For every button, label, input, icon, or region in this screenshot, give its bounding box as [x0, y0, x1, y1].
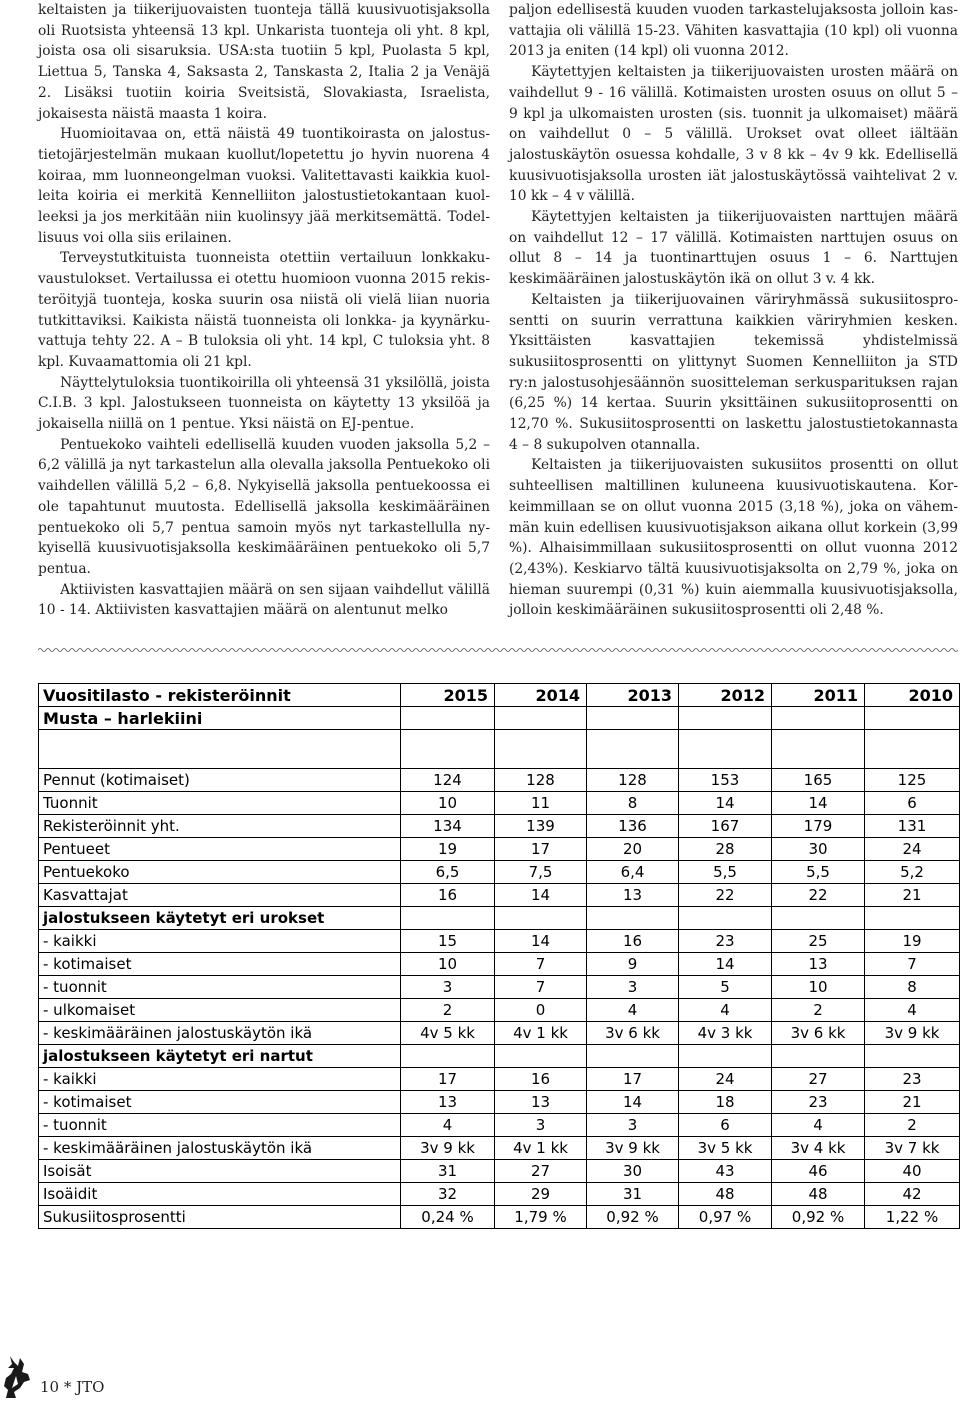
year-header: 2011	[772, 684, 865, 707]
empty-cell	[865, 707, 960, 730]
paragraph: Keltaisten ja tiikerijuovainen väriryhmässä sukusiitospro-sentti on suurin verrattuna kaikkien väriryhmien kesken. Yksittäisten kasvattajien tekemissä yhdistelmissä sukusiitosprosentti on ylittynyt Suomen Kennelliiton ja STD ry:n jalostusohjesäännön suositteleman serkusparituksen rajan (6,25 %) 14 kertaa. Suurin yksittäinen sukusiitoprosentti on 12,70 %. Sukusiitosprosentti on laskettu jalostustietokannasta 4 – 8 sukupolven otannalla.	[509, 291, 958, 453]
value-cell: 27	[495, 1160, 587, 1183]
empty-cell	[39, 730, 401, 769]
value-cell: 0,24 %	[401, 1206, 495, 1229]
row-label: Rekisteröinnit yht.	[39, 815, 401, 838]
row-label: - tuonnit	[39, 976, 401, 999]
empty-cell	[679, 1045, 772, 1068]
empty-cell	[401, 707, 495, 730]
value-cell: 6,5	[401, 861, 495, 884]
value-cell: 125	[865, 769, 960, 792]
value-cell: 31	[401, 1160, 495, 1183]
value-cell: 2	[772, 999, 865, 1022]
value-cell: 40	[865, 1160, 960, 1183]
value-cell: 4	[772, 1114, 865, 1137]
empty-cell	[865, 907, 960, 930]
value-cell: 5,5	[772, 861, 865, 884]
row-label: Pentuekoko	[39, 861, 401, 884]
value-cell: 5,2	[865, 861, 960, 884]
table-row	[39, 1114, 960, 1137]
value-cell: 124	[401, 769, 495, 792]
row-label: - kotimaiset	[39, 1091, 401, 1114]
empty-cell	[772, 730, 865, 769]
empty-cell	[772, 707, 865, 730]
value-cell: 46	[772, 1160, 865, 1183]
table-row	[39, 884, 960, 907]
paragraph: Käytettyjen keltaisten ja tiikerijuovaisten narttujen määrä on vaihdellut 12 – 17 välillä. Kotimaisten narttujen osuus on ollut 8 – 14 ja tuontinarttujen osuus 1 – 6. Narttujen keskimääräinen jalostuskäytön ikä on ollut 3 v. 4 kk.	[509, 209, 958, 288]
value-cell: 4	[587, 999, 679, 1022]
value-cell: 7	[495, 976, 587, 999]
table-row	[39, 1068, 960, 1091]
value-cell: 4	[679, 999, 772, 1022]
row-label: - ulkomaiset	[39, 999, 401, 1022]
value-cell: 14	[772, 792, 865, 815]
empty-cell	[587, 730, 679, 769]
value-cell: 17	[401, 1068, 495, 1091]
left-text-column	[38, 0, 490, 621]
empty-cell	[587, 707, 679, 730]
row-label: Pennut (kotimaiset)	[39, 769, 401, 792]
row-label: - kaikki	[39, 1068, 401, 1091]
value-cell: 14	[495, 930, 587, 953]
value-cell: 0,92 %	[772, 1206, 865, 1229]
value-cell: 14	[495, 884, 587, 907]
value-cell: 2	[865, 1114, 960, 1137]
value-cell: 10	[401, 792, 495, 815]
empty-cell	[679, 707, 772, 730]
empty-cell	[772, 907, 865, 930]
value-cell: 23	[679, 930, 772, 953]
value-cell: 4	[865, 999, 960, 1022]
value-cell: 4	[401, 1114, 495, 1137]
value-cell: 24	[865, 838, 960, 861]
value-cell: 3v 9 kk	[401, 1137, 495, 1160]
value-cell: 23	[772, 1091, 865, 1114]
value-cell: 16	[495, 1068, 587, 1091]
table-header-row	[39, 684, 960, 707]
value-cell: 11	[495, 792, 587, 815]
value-cell: 21	[865, 1091, 960, 1114]
value-cell: 14	[679, 792, 772, 815]
table-subtitle: Musta – harlekiini	[39, 707, 401, 730]
table-row	[39, 1183, 960, 1206]
value-cell: 10	[772, 976, 865, 999]
table-row	[39, 1091, 960, 1114]
paragraph: Terveystutkituista tuonneista otettiin vertailuun lonkkakuvaustulokset. Vertailussa ei otettu huomioon vuonna 2015 rekisteröityjä tuonteja, koska suurin osa niistä oli vielä liian nuoria tutkittaviksi. Kaikista näistä tuonneista oli lonkka- ja kyynärkuvattuja tehty 22. A – B tuloksia oli yht. 14 kpl, C tuloksia yht. 8 kpl. Kuvaamattomia oli 21 kpl.	[38, 250, 490, 370]
value-cell: 30	[772, 838, 865, 861]
empty-cell	[679, 730, 772, 769]
empty-cell	[587, 907, 679, 930]
table-row	[39, 838, 960, 861]
empty-cell	[495, 1045, 587, 1068]
table-row	[39, 953, 960, 976]
value-cell: 3v 9 kk	[865, 1022, 960, 1045]
value-cell: 3v 6 kk	[587, 1022, 679, 1045]
spacer-row	[39, 730, 960, 769]
table-row	[39, 1022, 960, 1045]
year-header: 2013	[587, 684, 679, 707]
table-row	[39, 1160, 960, 1183]
year-header: 2015	[401, 684, 495, 707]
empty-cell	[772, 1045, 865, 1068]
table-subtitle-row	[39, 707, 960, 730]
row-label: - tuonnit	[39, 1114, 401, 1137]
dog-head-logo-icon	[2, 1354, 32, 1401]
empty-cell	[401, 730, 495, 769]
table-row	[39, 861, 960, 884]
value-cell: 6,4	[587, 861, 679, 884]
row-label: - keskimääräinen jalostuskäytön ikä	[39, 1137, 401, 1160]
paragraph: Aktiivisten kasvattajien määrä on sen sijaan vaihdellut välillä 10 - 14. Aktiivisten kasvattajien määrä on alentunut melko	[38, 581, 490, 619]
value-cell: 139	[495, 815, 587, 838]
value-cell: 13	[587, 884, 679, 907]
value-cell: 6	[679, 1114, 772, 1137]
value-cell: 8	[587, 792, 679, 815]
value-cell: 3	[401, 976, 495, 999]
value-cell: 31	[587, 1183, 679, 1206]
value-cell: 167	[679, 815, 772, 838]
statistics-table	[38, 683, 960, 1229]
value-cell: 22	[679, 884, 772, 907]
value-cell: 14	[587, 1091, 679, 1114]
empty-cell	[401, 1045, 495, 1068]
table-row	[39, 1137, 960, 1160]
value-cell: 7,5	[495, 861, 587, 884]
paragraph: paljon edellisestä kuuden vuoden tarkastelujaksosta jolloin kasvattajia oli välillä 15-23. Vähiten kasvattajia (10 kpl) oli vuonna 2013 ja eniten (14 kpl) oli vuonna 2012.	[509, 2, 958, 60]
value-cell: 179	[772, 815, 865, 838]
table-row	[39, 792, 960, 815]
row-label: - keskimääräinen jalostuskäytön ikä	[39, 1022, 401, 1045]
value-cell: 18	[679, 1091, 772, 1114]
value-cell: 6	[865, 792, 960, 815]
empty-cell	[495, 707, 587, 730]
row-label: Isoisät	[39, 1160, 401, 1183]
value-cell: 7	[495, 953, 587, 976]
right-text-column	[509, 0, 958, 621]
value-cell: 16	[587, 930, 679, 953]
value-cell: 30	[587, 1160, 679, 1183]
value-cell: 5	[679, 976, 772, 999]
value-cell: 153	[679, 769, 772, 792]
value-cell: 134	[401, 815, 495, 838]
value-cell: 22	[772, 884, 865, 907]
year-header: 2010	[865, 684, 960, 707]
value-cell: 28	[679, 838, 772, 861]
value-cell: 43	[679, 1160, 772, 1183]
value-cell: 29	[495, 1183, 587, 1206]
value-cell: 3v 4 kk	[772, 1137, 865, 1160]
table-row	[39, 999, 960, 1022]
value-cell: 5,5	[679, 861, 772, 884]
value-cell: 24	[679, 1068, 772, 1091]
value-cell: 48	[679, 1183, 772, 1206]
wavy-divider	[38, 646, 958, 654]
empty-cell	[865, 730, 960, 769]
year-header: 2014	[495, 684, 587, 707]
value-cell: 8	[865, 976, 960, 999]
value-cell: 3	[587, 976, 679, 999]
value-cell: 13	[401, 1091, 495, 1114]
page-number: 10 * JTO	[40, 1378, 105, 1396]
value-cell: 17	[495, 838, 587, 861]
table-title: Vuositilasto - rekisteröinnit	[39, 684, 401, 707]
value-cell: 136	[587, 815, 679, 838]
value-cell: 17	[587, 1068, 679, 1091]
value-cell: 19	[401, 838, 495, 861]
row-label: - kaikki	[39, 930, 401, 953]
paragraph: keltaisten ja tiikerijuovaisten tuonteja tällä kuusivuotisjaksolla oli Ruotsista yhteensä 13 kpl. Unkarista tuonteja oli yht. 8 kpl, joista osa oli sisaruksia. USA:sta tuotiin 5 kpl, Puolasta 5 kpl, Liettua 5, Tanska 4, Saksasta 2, Tanskasta 2, Italia 2 ja Venäjä 2. Lisäksi tuotiin koiria Sveitsistä, Slovakiasta, Israelista, jokaisesta näistä maasta 1 koira.	[38, 2, 490, 122]
value-cell: 9	[587, 953, 679, 976]
value-cell: 20	[587, 838, 679, 861]
empty-cell	[679, 907, 772, 930]
value-cell: 4v 3 kk	[679, 1022, 772, 1045]
row-label: Pentueet	[39, 838, 401, 861]
paragraph: Pentuekoko vaihteli edellisellä kuuden vuoden jaksolla 5,2 – 6,2 välillä ja nyt tarkastelun alla olevalla jaksolla Pentuekoko oli vaihdellen välillä 5,2 – 6,8. Nykyisellä jaksolla pentuekoossa ei ole tapahtunut muutosta. Edellisellä jaksolla keskimääräinen pentuekoko oli 5,7 pentua samoin myös nyt tarkastellulla nykyisellä kuusivuotisjaksolla keskimääräinen pentuekoko oli 5,7 pentua.	[38, 436, 490, 577]
value-cell: 0,97 %	[679, 1206, 772, 1229]
table-row	[39, 1206, 960, 1229]
row-label: jalostukseen käytetyt eri nartut	[39, 1045, 401, 1068]
table-section-row	[39, 907, 960, 930]
value-cell: 1,22 %	[865, 1206, 960, 1229]
value-cell: 165	[772, 769, 865, 792]
row-label: Sukusiitosprosentti	[39, 1206, 401, 1229]
row-label: jalostukseen käytetyt eri urokset	[39, 907, 401, 930]
year-header: 2012	[679, 684, 772, 707]
value-cell: 13	[495, 1091, 587, 1114]
table-row	[39, 976, 960, 999]
paragraph: Käytettyjen keltaisten ja tiikerijuovaisten urosten määrä on vaihdellut 9 - 16 välillä. Kotimaisten urosten osuus on ollut 5 – 9 kpl ja ulkomaisten urosten (sis. tuonnit ja ulkomaiset) määrä on vaihdellut 0 – 5 välillä. Urokset ovat olleet iältään jalostuskäytön osuessa kohdalle, 3 v 8 kk – 4v 9 kk. Edellisellä kuusivuotisjaksolla urosten iät jalostuskäytössä vaihtelivat 2 v. 10 kk – 4 v välillä.	[509, 64, 958, 205]
value-cell: 27	[772, 1068, 865, 1091]
value-cell: 1,79 %	[495, 1206, 587, 1229]
value-cell: 131	[865, 815, 960, 838]
paragraph: Näyttelytuloksia tuontikoirilla oli yhteensä 31 yksilöllä, joista C.I.B. 3 kpl. Jalostukseen tuonneista on käytetty 13 yksilöä ja jokaisella niillä on 1 pentue. Yksi näistä on EJ-pentue.	[38, 374, 490, 433]
value-cell: 7	[865, 953, 960, 976]
value-cell: 3v 5 kk	[679, 1137, 772, 1160]
value-cell: 19	[865, 930, 960, 953]
value-cell: 0	[495, 999, 587, 1022]
value-cell: 32	[401, 1183, 495, 1206]
empty-cell	[495, 907, 587, 930]
page-footer	[0, 1354, 200, 1401]
value-cell: 4v 1 kk	[495, 1022, 587, 1045]
empty-cell	[401, 907, 495, 930]
row-label: Kasvattajat	[39, 884, 401, 907]
value-cell: 42	[865, 1183, 960, 1206]
row-label: Isoäidit	[39, 1183, 401, 1206]
value-cell: 23	[865, 1068, 960, 1091]
value-cell: 128	[587, 769, 679, 792]
empty-cell	[865, 1045, 960, 1068]
value-cell: 25	[772, 930, 865, 953]
paragraph: Huomioitavaa on, että näistä 49 tuontikoirasta on jalostustietojärjestelmän mukaan kuollut/lopetettu jo hyvin nuorena 4 koiraa, mm luonneongelman vuoksi. Valitettavasti kaikkia kuolleita koiria ei merkitä Kennelliiton jalostustietokantaan kuolleeksi ja jos merkitään niin kuolinsyy jää merkitsemättä. Todellisuus voi olla siis erilainen.	[38, 126, 490, 246]
table-section-row	[39, 1045, 960, 1068]
value-cell: 3	[495, 1114, 587, 1137]
value-cell: 15	[401, 930, 495, 953]
value-cell: 14	[679, 953, 772, 976]
row-label: Tuonnit	[39, 792, 401, 815]
table-row	[39, 930, 960, 953]
table-row	[39, 769, 960, 792]
value-cell: 128	[495, 769, 587, 792]
value-cell: 4v 5 kk	[401, 1022, 495, 1045]
table-row	[39, 815, 960, 838]
value-cell: 16	[401, 884, 495, 907]
value-cell: 3v 9 kk	[587, 1137, 679, 1160]
value-cell: 13	[772, 953, 865, 976]
row-label: - kotimaiset	[39, 953, 401, 976]
value-cell: 21	[865, 884, 960, 907]
value-cell: 4v 1 kk	[495, 1137, 587, 1160]
value-cell: 3	[587, 1114, 679, 1137]
paragraph: Keltaisten ja tiikerijuovaisten sukusiitos prosentti on ollut suhteellisen maltillinen kuluneena kuusivuotiskautena. Korkeimmillaan se on ollut vuonna 2015 (3,18 %), joka on vähemmän kuin edellisen kuusivuotisjakson aikana ollut korkein (3,99 %). Alhaisimmillaan sukusiitosprosentti on ollut vuonna 2012 (2,43%). Keskiarvo tältä kuusivuotisjaksolta on 2,79 %, joka on hieman suurempi (0,31 %) kuin aiemmalla kuusivuotisjaksolla, jolloin keskimääräinen sukusiitosprosentti oli 2,48 %.	[509, 457, 958, 619]
value-cell: 3v 7 kk	[865, 1137, 960, 1160]
empty-cell	[587, 1045, 679, 1068]
empty-cell	[495, 730, 587, 769]
value-cell: 48	[772, 1183, 865, 1206]
value-cell: 3v 6 kk	[772, 1022, 865, 1045]
value-cell: 2	[401, 999, 495, 1022]
value-cell: 10	[401, 953, 495, 976]
value-cell: 0,92 %	[587, 1206, 679, 1229]
